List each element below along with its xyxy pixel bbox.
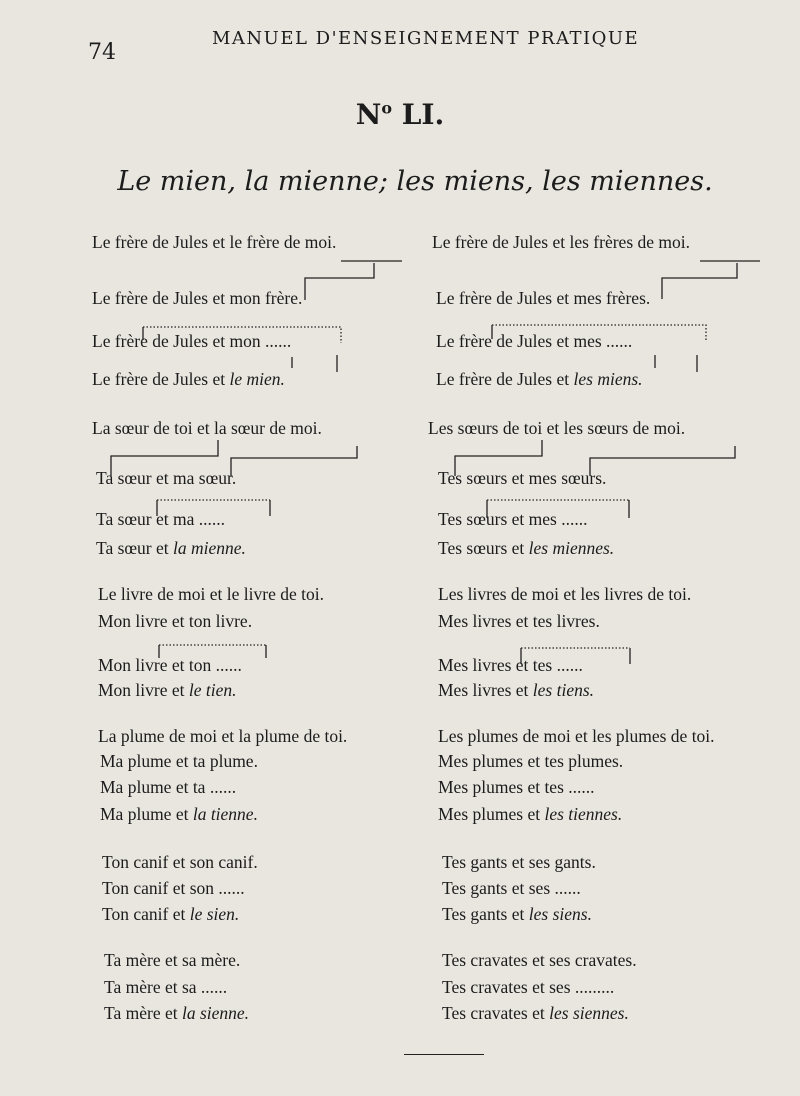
left-column-possessive-pronoun: le mien.: [229, 369, 285, 389]
page-number: 74: [88, 40, 116, 65]
left-column-line: [98, 680, 237, 701]
right-column-line-prefix: Tes sœurs et: [438, 538, 529, 558]
right-column-line: Tes cravates et ses .........: [442, 977, 615, 997]
left-column-line-prefix: Ton canif et: [102, 904, 190, 924]
lesson-subtitle: Le mien, la mienne; les miens, les miennes.: [117, 166, 713, 197]
right-column-line: Mes plumes et tes ......: [438, 777, 595, 797]
left-column-line-prefix: Ma plume et: [100, 804, 193, 824]
right-column-line: [438, 680, 594, 701]
left-column-possessive-pronoun: la tienne.: [192, 804, 258, 824]
left-column-line: Le frère de Jules et le frère de moi.: [92, 232, 337, 252]
right-column-possessive-pronoun: les miens.: [573, 369, 643, 389]
right-column-line: Tes gants et ses gants.: [442, 852, 596, 872]
left-column-line: Le frère de Jules et mon frère.: [92, 288, 303, 308]
right-column-line: [442, 904, 592, 925]
lesson-number: [0, 98, 800, 131]
right-column-line: Mes plumes et tes plumes.: [438, 751, 624, 771]
left-column-line-prefix: Ta mère et: [104, 1003, 182, 1023]
left-column-line: Ta mère et sa ......: [104, 977, 228, 997]
right-column-line-prefix: Mes plumes et: [438, 804, 545, 824]
left-column-line: Ta sœur et ma ......: [96, 509, 226, 529]
left-column-line: [96, 538, 246, 559]
left-column-line: [104, 1003, 249, 1024]
left-column-line: Mon livre et ton ......: [98, 655, 242, 675]
left-column-line: La sœur de toi et la sœur de moi.: [92, 418, 322, 438]
right-column-possessive-pronoun: les tiens.: [532, 680, 595, 700]
right-column-line: Les plumes de moi et les plumes de toi.: [438, 726, 715, 746]
right-column-line: Les sœurs de toi et les sœurs de moi.: [428, 418, 686, 438]
left-column-line: Le livre de moi et le livre de toi.: [98, 584, 324, 604]
right-column-line: [438, 538, 614, 559]
left-column-line-prefix: Le frère de Jules et: [92, 369, 230, 389]
right-column-line: Le frère de Jules et mes frères.: [436, 288, 651, 308]
right-column-line: Tes sœurs et mes sœurs.: [438, 468, 607, 488]
left-column-possessive-pronoun: la sienne.: [181, 1003, 250, 1023]
left-column-line: Ta sœur et ma sœur.: [96, 468, 237, 488]
left-column-line: Le frère de Jules et mon ......: [92, 331, 292, 351]
left-column-line: [100, 804, 258, 825]
running-title: MANUEL D'ENSEIGNEMENT PRATIQUE: [212, 28, 640, 49]
left-column-line: [92, 369, 285, 390]
right-column-line: [442, 1003, 629, 1024]
right-column-line: Mes livres et tes ......: [438, 655, 583, 675]
left-column-possessive-pronoun: le tien.: [188, 680, 237, 700]
lesson-number-roman: LI.: [401, 98, 445, 131]
left-column-line: Mon livre et ton livre.: [98, 611, 253, 631]
left-column-line: Ma plume et ta ......: [100, 777, 237, 797]
right-column-line: Le frère de Jules et mes ......: [436, 331, 633, 351]
right-column-possessive-pronoun: les siens.: [528, 904, 592, 924]
left-column-line: Ton canif et son canif.: [102, 852, 258, 872]
lesson-number-sup: o: [381, 98, 392, 118]
left-column-line-prefix: Mon livre et: [98, 680, 189, 700]
left-column-line-prefix: Ta sœur et: [96, 538, 174, 558]
right-column-line: Le frère de Jules et les frères de moi.: [432, 232, 691, 252]
right-column-possessive-pronoun: les miennes.: [528, 538, 615, 558]
closing-rule: [404, 1054, 484, 1055]
left-column-line: Ma plume et ta plume.: [100, 751, 258, 771]
right-column-possessive-pronoun: les tiennes.: [544, 804, 623, 824]
right-column-line: Tes sœurs et mes ......: [438, 509, 588, 529]
right-column-line: [436, 369, 643, 390]
right-column-line: Tes gants et ses ......: [442, 878, 581, 898]
right-column-line: [438, 804, 622, 825]
lesson-number-letter: N: [355, 98, 382, 131]
left-column-possessive-pronoun: le sien.: [189, 904, 240, 924]
right-column-line: Les livres de moi et les livres de toi.: [438, 584, 692, 604]
right-column-line-prefix: Le frère de Jules et: [436, 369, 574, 389]
left-column-line: [102, 904, 239, 925]
left-column-line: Ta mère et sa mère.: [104, 950, 241, 970]
right-column-line-prefix: Tes cravates et: [442, 1003, 550, 1023]
right-column-line: Tes cravates et ses cravates.: [442, 950, 637, 970]
right-column-possessive-pronoun: les siennes.: [549, 1003, 629, 1023]
left-column-line: La plume de moi et la plume de toi.: [98, 726, 348, 746]
right-column-line-prefix: Mes livres et: [438, 680, 533, 700]
left-column-line: Ton canif et son ......: [102, 878, 245, 898]
right-column-line: Mes livres et tes livres.: [438, 611, 600, 631]
left-column-possessive-pronoun: la mienne.: [173, 538, 246, 558]
right-column-line-prefix: Tes gants et: [442, 904, 529, 924]
